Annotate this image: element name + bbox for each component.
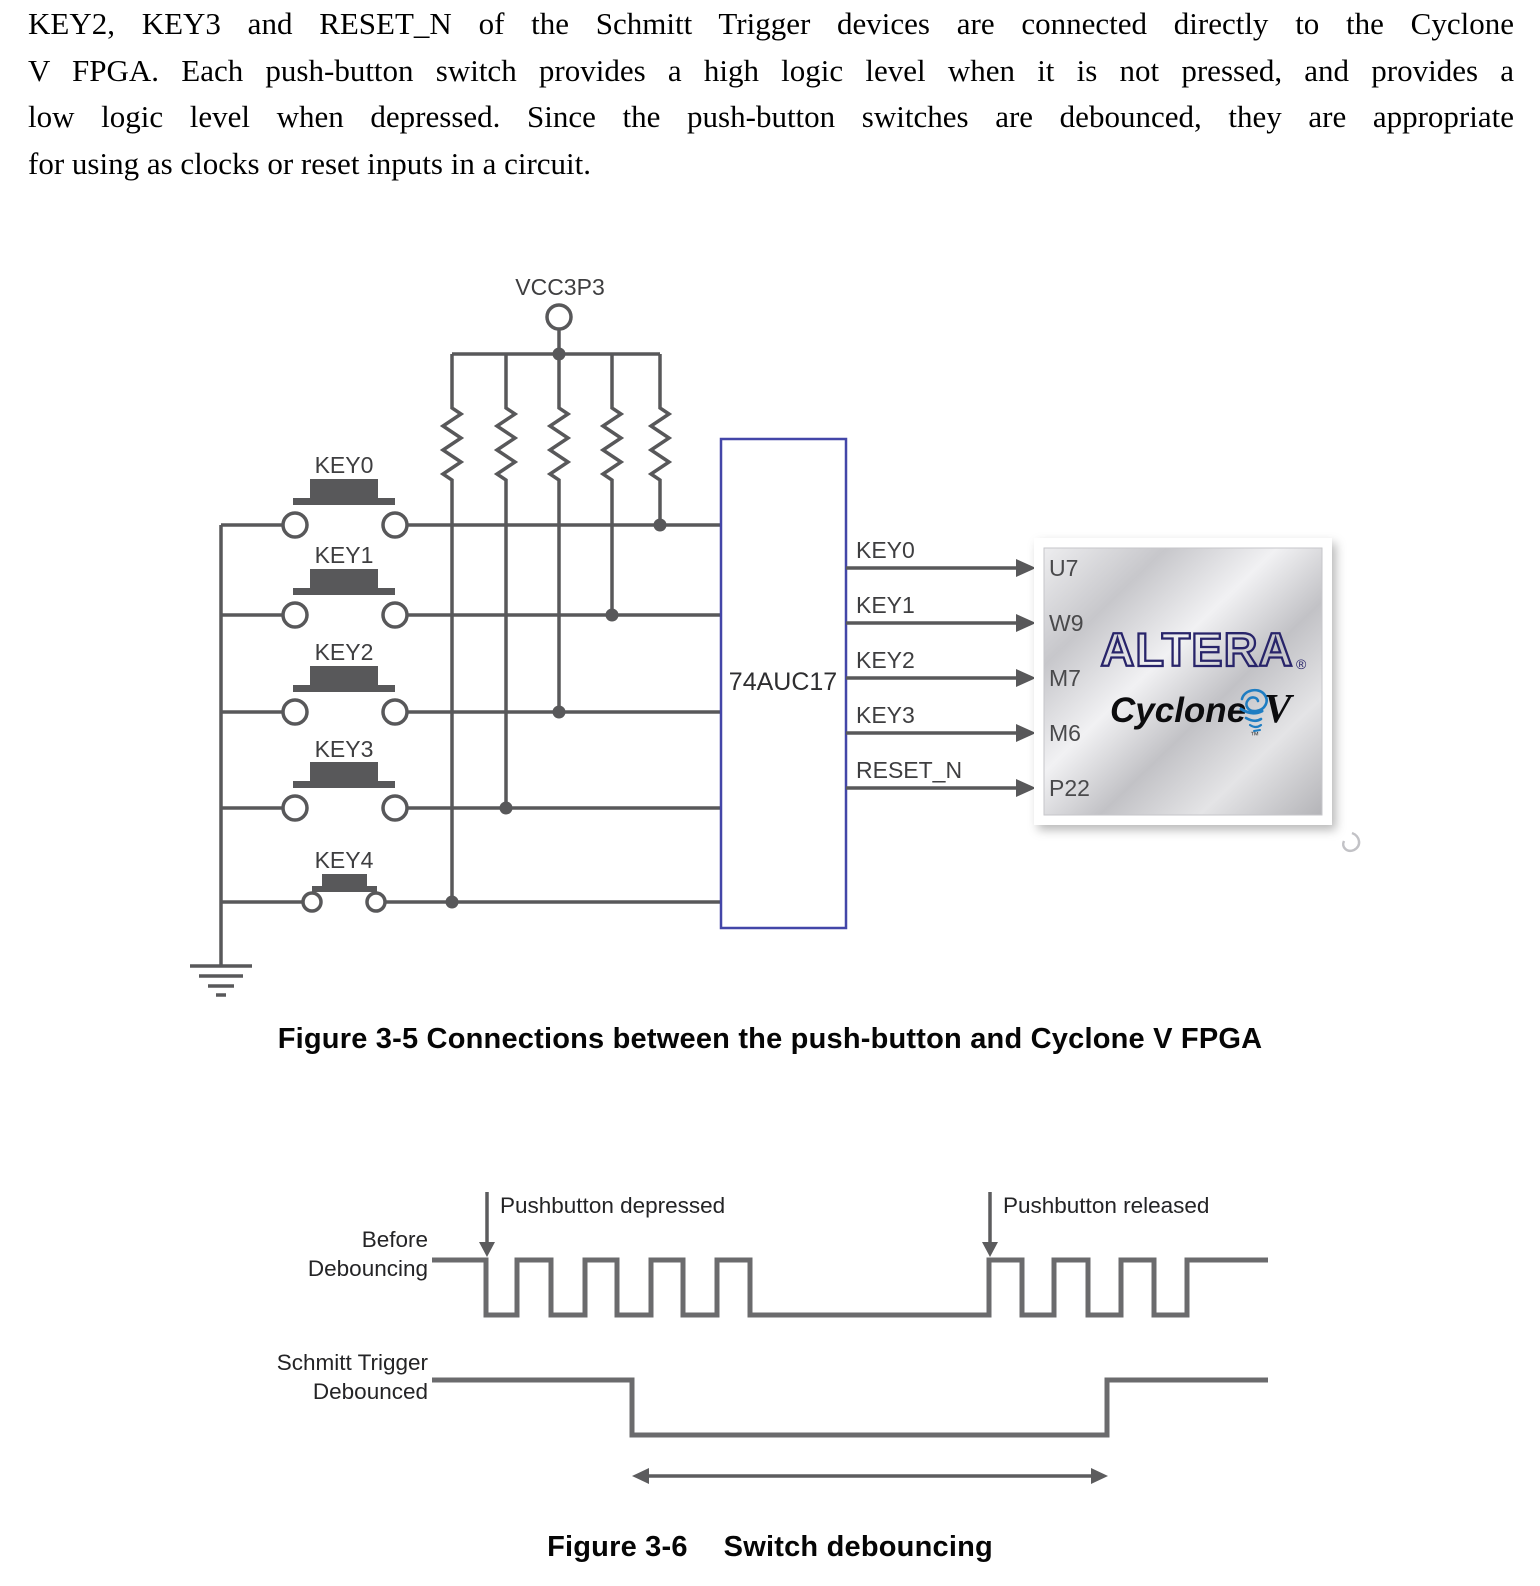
button-terminal-icon bbox=[283, 603, 307, 627]
fpga-package bbox=[1034, 538, 1332, 825]
figure-3-6-caption bbox=[0, 1531, 1540, 1564]
vcc-terminal-icon bbox=[547, 305, 571, 329]
button-base-icon bbox=[293, 498, 395, 505]
button-base-icon bbox=[312, 886, 377, 892]
left-arrowhead-icon bbox=[632, 1468, 649, 1484]
wave-label: Debounced bbox=[312, 1379, 428, 1404]
push-button-key1 bbox=[221, 542, 721, 627]
key-label: KEY1 bbox=[314, 542, 374, 568]
before-debouncing-waveform bbox=[432, 1260, 1268, 1315]
key-label: KEY3 bbox=[314, 736, 374, 762]
key-label: KEY4 bbox=[314, 847, 374, 873]
paragraph-line: for using as clocks or reset inputs in a circuit. bbox=[28, 145, 592, 181]
pin-label: M7 bbox=[1049, 665, 1081, 691]
junction-dot bbox=[606, 609, 619, 622]
depress-label: Pushbutton depressed bbox=[500, 1193, 726, 1218]
signal-label: KEY3 bbox=[856, 702, 915, 728]
button-base-icon bbox=[293, 781, 395, 788]
signal-label: KEY1 bbox=[856, 592, 915, 618]
figure-3-6-caption-number: Figure 3-6 bbox=[547, 1531, 688, 1563]
arrowhead-icon bbox=[1016, 779, 1036, 797]
page-curl-artifact bbox=[1343, 833, 1359, 851]
arrowhead-icon bbox=[1016, 669, 1036, 687]
button-terminal-icon bbox=[383, 513, 407, 537]
arrowhead-icon bbox=[1016, 724, 1036, 742]
debounced-waveform bbox=[432, 1380, 1268, 1435]
junction-dot bbox=[654, 519, 667, 532]
pullup-resistor bbox=[443, 354, 461, 902]
figure-3-6-timing-diagram bbox=[0, 1150, 1540, 1510]
push-button-key4 bbox=[221, 847, 721, 911]
button-terminal-icon bbox=[383, 796, 407, 820]
wave-label: Before bbox=[361, 1227, 428, 1252]
figure-3-6-caption-text: Switch debouncing bbox=[723, 1531, 993, 1563]
pin-label: U7 bbox=[1049, 555, 1079, 581]
button-terminal-icon bbox=[283, 700, 307, 724]
button-cap-icon bbox=[322, 874, 367, 887]
pullup-resistor bbox=[651, 354, 669, 525]
right-arrowhead-icon bbox=[1091, 1468, 1108, 1484]
button-terminal-icon bbox=[367, 893, 385, 911]
wave-label: Schmitt Trigger bbox=[276, 1350, 428, 1375]
button-terminal-icon bbox=[283, 513, 307, 537]
button-cap-icon bbox=[310, 762, 378, 782]
release-label: Pushbutton released bbox=[1003, 1193, 1210, 1218]
paragraph-line: V FPGA. Each push-button switch provides a high logic level when it is not pressed, and provides a bbox=[28, 52, 1514, 88]
down-arrowhead-icon bbox=[982, 1242, 998, 1257]
figure-3-5-caption: Figure 3-5 Connections between the push-button and Cyclone V FPGA bbox=[277, 1023, 1263, 1055]
ground-symbol-icon bbox=[190, 966, 252, 995]
down-arrowhead-icon bbox=[479, 1242, 495, 1257]
chip-label: 74AUC17 bbox=[728, 668, 838, 696]
junction-dot bbox=[446, 896, 459, 909]
push-button-key2 bbox=[221, 639, 721, 724]
button-base-icon bbox=[293, 685, 395, 692]
signal-label: KEY2 bbox=[856, 647, 915, 673]
pullup-resistor bbox=[550, 354, 568, 712]
power-net-label: VCC3P3 bbox=[515, 274, 605, 300]
cyclone-wordmark: Cyclone bbox=[1110, 691, 1247, 730]
button-cap-icon bbox=[310, 666, 378, 686]
registered-mark: ® bbox=[1296, 656, 1307, 672]
pullup-resistor bbox=[497, 354, 515, 808]
button-terminal-icon bbox=[383, 603, 407, 627]
button-terminal-icon bbox=[383, 700, 407, 724]
trademark-mark: ™ bbox=[1250, 730, 1259, 740]
push-button-key0 bbox=[221, 452, 721, 537]
button-base-icon bbox=[293, 588, 395, 595]
pin-label: M6 bbox=[1049, 720, 1081, 746]
pin-label: W9 bbox=[1049, 610, 1084, 636]
signal-label: KEY0 bbox=[856, 537, 915, 563]
paragraph-line: low logic level when depressed. Since the push-button switches are debounced, they are appropriate bbox=[28, 99, 1514, 134]
pullup-resistors bbox=[443, 354, 669, 902]
wave-label: Debouncing bbox=[307, 1256, 428, 1281]
signal-label: RESET_N bbox=[856, 757, 963, 783]
body-paragraph bbox=[28, 1, 1514, 187]
pin-label: P22 bbox=[1049, 775, 1090, 801]
altera-logo: ALTERA bbox=[1100, 623, 1294, 676]
button-cap-icon bbox=[310, 569, 378, 589]
button-terminal-icon bbox=[303, 893, 321, 911]
junction-dot bbox=[553, 706, 566, 719]
depress-annotation bbox=[479, 1192, 725, 1257]
key-label: KEY0 bbox=[314, 452, 374, 478]
paragraph-line: KEY2, KEY3 and RESET_N of the Schmitt Trigger devices are connected directly to the Cyclone bbox=[28, 6, 1514, 41]
release-annotation bbox=[982, 1192, 1209, 1257]
push-button-key3 bbox=[221, 736, 721, 820]
button-cap-icon bbox=[310, 479, 378, 499]
duration-arrow bbox=[632, 1468, 1108, 1484]
junction-dot bbox=[500, 802, 513, 815]
arrowhead-icon bbox=[1016, 559, 1036, 577]
key-label: KEY2 bbox=[314, 639, 374, 665]
cyclone-series-v: V bbox=[1264, 685, 1292, 731]
button-terminal-icon bbox=[283, 796, 307, 820]
arrowhead-icon bbox=[1016, 614, 1036, 632]
figure-3-5-schematic bbox=[0, 255, 1540, 1021]
pullup-resistor bbox=[603, 354, 621, 615]
fpga-signal-arrows bbox=[846, 537, 1036, 797]
